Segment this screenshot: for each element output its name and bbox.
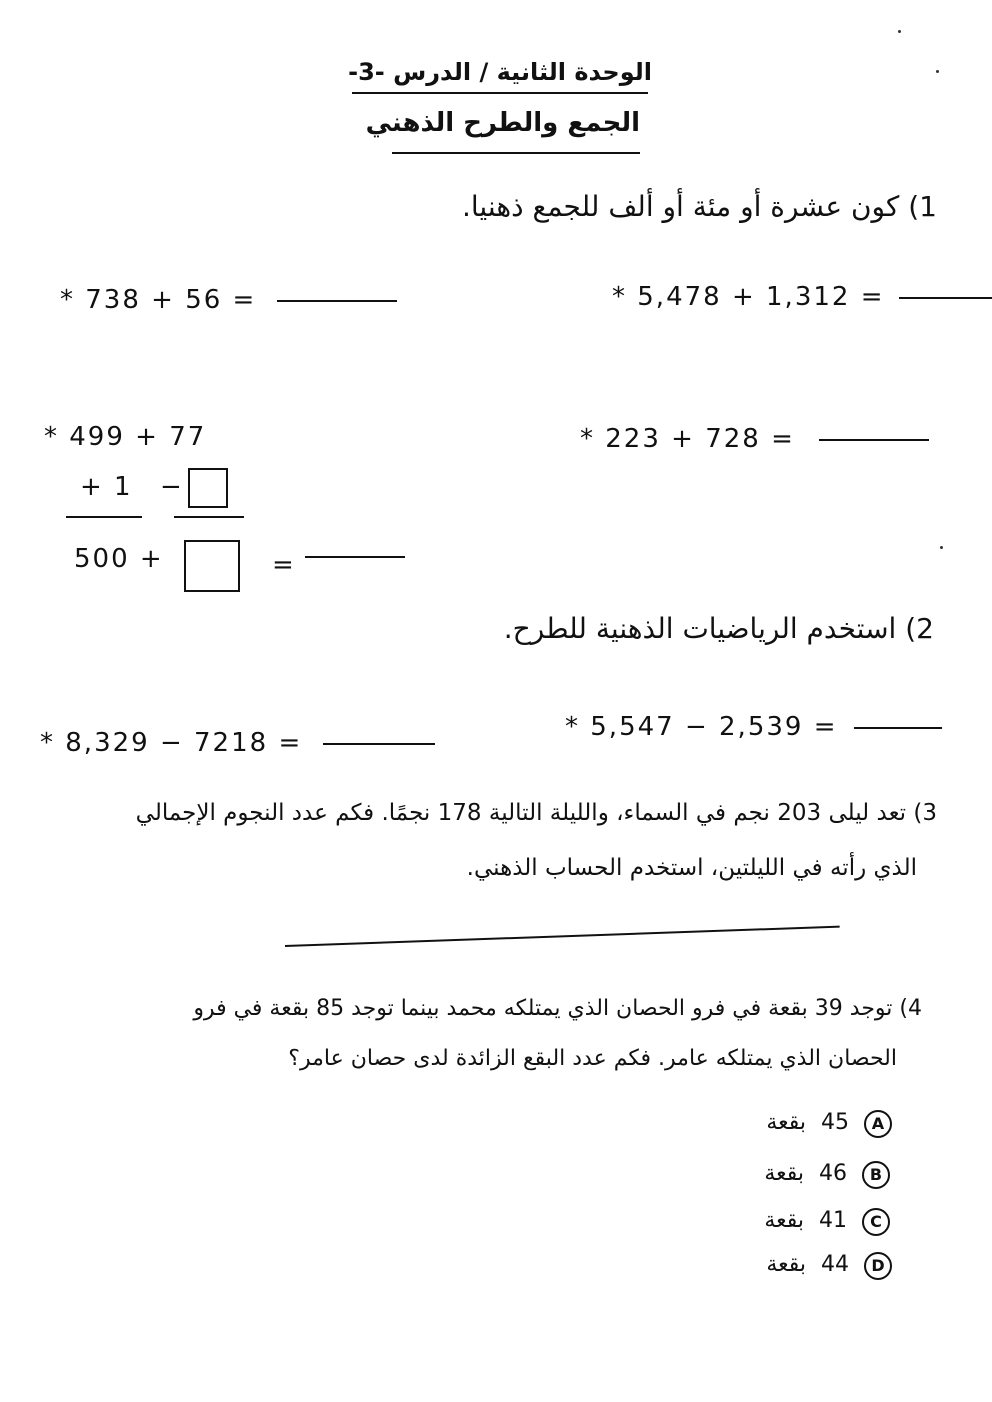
q1-item-1-expression: * 738 + 56 = [60,285,257,315]
choice-a-value: 45 [821,1110,849,1135]
q1-work-plus-one: + 1 [80,472,133,502]
q1-work-rule-left [66,516,142,518]
q2-item-2-expression: * 5,547 − 2,539 = [565,712,838,742]
scan-speck [940,546,943,549]
q2-prompt: 2) استخدم الرياضيات الذهنية للطرح. [503,612,934,645]
choice-a-letter: A [864,1110,892,1138]
choice-d-value: 44 [821,1252,849,1277]
q4-line-2: الحصان الذي يمتلكه عامر. فكم عدد البقع الزائدة لدى حصان عامر؟ [288,1046,897,1071]
q1-work-minus: − [160,472,184,502]
q1-work-result-left: 500 + [74,544,164,574]
q1-item-4-expression: * 223 + 728 = [580,424,795,454]
q2-item-2 [565,712,942,742]
scan-speck [898,30,901,33]
q1-work-rule-right [174,516,244,518]
q1-item-1 [60,285,397,315]
choice-c-letter: C [862,1208,890,1236]
q3-line-1: 3) تعد ليلى 203 نجم في السماء، والليلة التالية 178 نجمًا. فكم عدد النجوم الإجمالي [135,800,937,826]
q1-item-4 [580,424,929,454]
q3-line-2: الذي رأته في الليلتين، استخدم الحساب الذهني. [466,855,917,881]
choice-b-letter: B [862,1161,890,1189]
q1-item-3: * 499 + 77 [44,422,207,452]
q1-prompt: 1) كون عشرة أو مئة أو ألف للجمع ذهنيا. [461,190,937,223]
choice-b-value: 46 [819,1161,847,1186]
unit-lesson-title: الوحدة الثانية / الدرس -3- [348,58,652,86]
choice-b-unit: بقعة [764,1161,804,1186]
choice-c-value: 41 [819,1208,847,1233]
q1-work-result-box[interactable] [184,540,240,592]
choice-d-unit: بقعة [766,1252,806,1277]
q1-work-equals: = [272,550,296,580]
q4-choice-d[interactable] [766,1252,892,1280]
q4-choice-c[interactable] [764,1208,890,1236]
q1-item-4-answer-blank[interactable] [819,439,929,441]
topic-underline [392,152,640,154]
q1-item-2 [612,282,992,312]
q2-item-1 [40,728,435,758]
q3-answer-line[interactable] [285,926,840,947]
q4-choice-b[interactable] [764,1161,890,1189]
q1-item-2-expression: * 5,478 + 1,312 = [612,282,885,312]
topic-title: الجمع والطرح الذهني [365,108,640,138]
q2-item-1-answer-blank[interactable] [323,743,435,745]
q1-item-2-answer-blank[interactable] [899,297,992,299]
q1-item-1-answer-blank[interactable] [277,300,397,302]
choice-a-unit: بقعة [766,1110,806,1135]
unit-lesson-underline [352,92,648,94]
q1-work-answer-blank[interactable] [305,556,405,558]
q4-line-1: 4) توجد 39 بقعة في فرو الحصان الذي يمتلكه محمد بينما توجد 85 بقعة في فرو [193,996,922,1021]
q1-work-minus-box[interactable] [188,468,228,508]
choice-d-letter: D [864,1252,892,1280]
choice-c-unit: بقعة [764,1208,804,1233]
scan-speck [936,70,939,73]
q4-choice-a[interactable] [766,1110,892,1138]
q2-item-1-expression: * 8,329 − 7218 = [40,728,303,758]
q2-item-2-answer-blank[interactable] [854,727,942,729]
